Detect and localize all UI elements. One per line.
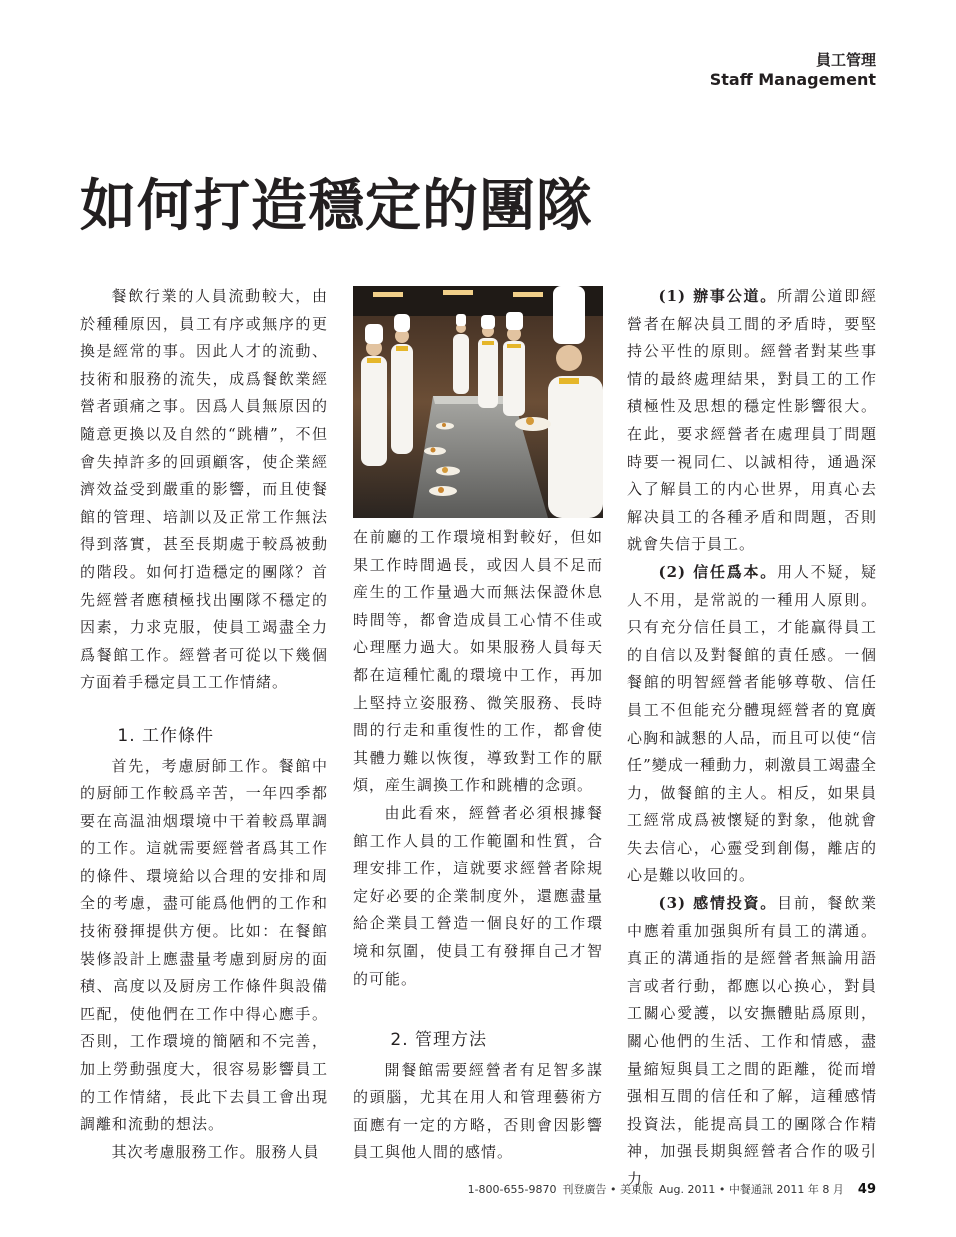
paragraph: (2) 信任爲本。用人不疑，疑人不用，是常説的一種用人原則。只有充分信任員工，才能赢得員工的自信以及對餐館的責任感。一個餐館的明智經營者能够尊敬、信任員工不但能充分體現經營者的寬廣心胸和誠懇的人品，而且可以使“信任”變成一種動力，刺激員工竭盡全力，做餐館的主人。相反，如果員工經常成爲被懷疑的對象，他就會失去信心，心靈受到創傷，離店的心是難以收回的。 [627,562,877,885]
column-1 [80,283,328,1166]
footer-ad: 刊登廣告 • 美東版 [562,1183,653,1196]
paragraph: 餐飲行業的人員流動較大，由於種種原因，員工有序或無序的更換是經常的事。因此人才的流動、技術和服務的流失，成爲餐飲業經營者頭痛之事。因爲人員無原因的隨意更換以及自然的“跳槽”，不但會失掉許多的回頭顧客，使企業經濟效益受到嚴重的影響，而且使餐館的管理、培訓以及正常工作無法得到落實，甚至長期處于較爲被動的階段。如何打造穩定的團隊？首先經營者應積極找出團隊不穩定的因素，力求克服，使員工竭盡全力爲餐館工作。經營者可從以下幾個方面着手穩定員工工作情緒。 [80,287,328,692]
paragraph: 其次考慮服務工作。服務人員 [111,1142,320,1161]
section-heading: 1. 工作條件 [117,725,215,746]
column-3 [627,283,877,1194]
footer-issue: Aug. 2011 • 中餐通訊 2011 年 8 月 [658,1183,844,1196]
paragraph: 由此看來，經營者必須根據餐館工作人員的工作範圍和性質，合理安排工作，這就要求經營者除規定好必要的企業制度外，還應盡量給企業員工營造一個良好的工作環境和氛圍，使員工有發揮自己才智的可能。 [353,803,603,988]
section-label-zh: 員工管理 [815,51,876,69]
page-number: 49 [857,1182,876,1197]
paragraph: 開餐館需要經營者有足智多謀的頭腦，尤其在用人和管理藝術方面應有一定的方略，否則會因影響員工與他人間的感情。 [353,1060,603,1162]
footer-phone: 1-800-655-9870 [467,1183,557,1196]
article-title: 如何打造穩定的團隊 [80,173,593,239]
paragraph: (1) 辦事公道。所謂公道即經營者在解决員工間的矛盾時，要堅持公平性的原則。經營者對某些事情的最終處理結果，對員工的工作積極性及思想的穩定性影響很大。在此，要求經營者在處理員丁問題時要一視同仁、以誠相待，通過深入了解員工的内心世界，用真心去解决員工的各種矛盾和問題，否則就會失信于員工。 [627,287,877,554]
paragraph: (3) 感情投資。目前，餐飲業中應着重加强與所有員工的溝通。真正的溝通指的是經營者無論用語言或者行動，都應以心换心，對員工關心愛護，以安撫體貼爲原則，關心他們的生活、工作和情感，盡量縮短與員工之間的距離，從而增强相互間的信任和了解，這種感情投資法，能提高員工的團隊合作精神，加强長期與經營者合作的吸引力。 [627,894,877,1188]
point-heading: (2) 信任爲本。 [658,562,778,581]
point-heading: (3) 感情投資。 [658,894,778,913]
column-2 [353,283,603,1167]
paragraph: 在前廳的工作環境相對較好，但如果工作時間過長，或因人員不足而産生的工作量過大而無法保證休息時間等，都會造成員工心情不佳或心理壓力過大。如果服務人員每天都在這種忙亂的環境中工作，再加上堅持立姿服務、微笑服務、長時間的行走和重復性的工作，都會使其體力難以恢復，導致對工作的厭煩，産生調換工作和跳槽的念頭。 [353,528,603,795]
page-footer [468,1181,876,1197]
section-heading: 2. 管理方法 [390,1030,488,1051]
paragraph: 首先，考慮厨師工作。餐館中的厨師工作較爲辛苦，一年四季都要在高温油烟環境中干着較爲單調的工作。這就需要經營者爲其工作的條件、環境給以合理的安排和周全的考慮，盡可能爲他們的工作和技術發揮提供方便。比如：在餐館裝修設計上應盡量考慮到厨房的面積、高度以及厨房工作條件與設備匹配，使他們在工作中得心應手。否則，工作環境的簡陋和不完善，加上勞動强度大，很容易影響員工的工作情緒，長此下去員工會出現調離和流動的想法。 [80,756,328,1134]
section-tag [710,50,876,90]
point-heading: (1) 辦事公道。 [658,287,778,305]
section-label-en: Staff Management [709,70,876,89]
chefs-photo [353,286,603,518]
